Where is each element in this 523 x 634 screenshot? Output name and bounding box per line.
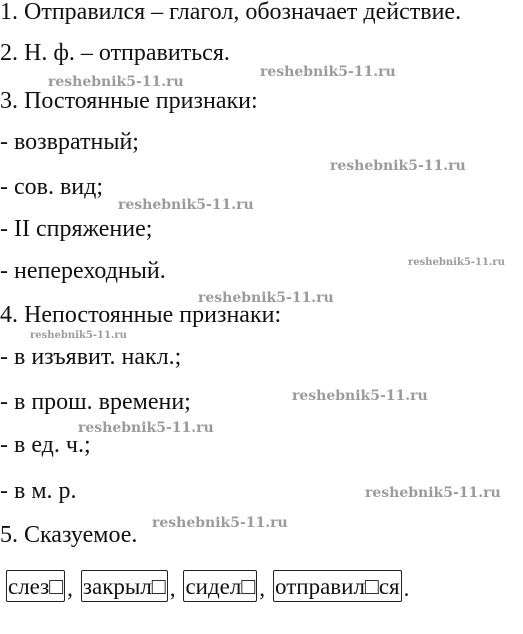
word-otpravilsya: отправил□ся bbox=[273, 570, 402, 602]
period: . bbox=[403, 576, 410, 601]
watermark: reshebnik5-11.ru bbox=[198, 290, 334, 306]
watermark: reshebnik5-11.ru bbox=[30, 330, 127, 341]
word-analysis-row bbox=[0, 562, 411, 602]
text-line-12: - в м. р. bbox=[0, 478, 77, 504]
comma-separator: , bbox=[259, 576, 266, 601]
text-line-3: 3. Постоянные признаки: bbox=[0, 88, 258, 114]
text-line-9: - в изъявит. накл.; bbox=[0, 344, 182, 370]
text-line-2: 2. Н. ф. – отправиться. bbox=[0, 40, 230, 66]
text-line-6: - II спряжение; bbox=[0, 216, 153, 242]
word-sidel: сидел□ bbox=[183, 570, 257, 602]
text-line-13: 5. Сказуемое. bbox=[0, 522, 138, 548]
watermark: reshebnik5-11.ru bbox=[48, 74, 184, 90]
word-slez: слез□ bbox=[6, 570, 65, 602]
watermark: reshebnik5-11.ru bbox=[118, 197, 254, 213]
text-line-1: 1. Отправился – глагол, обозначает действие. bbox=[0, 0, 462, 25]
watermark: reshebnik5-11.ru bbox=[152, 515, 288, 531]
text-line-7: - непереходный. bbox=[0, 258, 166, 284]
watermark: reshebnik5-11.ru bbox=[292, 388, 428, 404]
watermark: reshebnik5-11.ru bbox=[365, 485, 501, 501]
text-line-11: - в ед. ч.; bbox=[0, 432, 91, 458]
watermark: reshebnik5-11.ru bbox=[408, 257, 505, 268]
comma-separator: , bbox=[169, 576, 176, 601]
text-line-4: - возвратный; bbox=[0, 129, 139, 155]
text-line-10: - в прош. времени; bbox=[0, 389, 191, 415]
watermark: reshebnik5-11.ru bbox=[330, 158, 466, 174]
word-zakryl: закрыл□ bbox=[81, 570, 168, 602]
comma-separator: , bbox=[67, 576, 73, 601]
text-line-5: - сов. вид; bbox=[0, 174, 104, 200]
text-line-8: 4. Непостоянные признаки: bbox=[0, 302, 282, 328]
watermark: reshebnik5-11.ru bbox=[260, 64, 396, 80]
watermark: reshebnik5-11.ru bbox=[78, 420, 214, 436]
